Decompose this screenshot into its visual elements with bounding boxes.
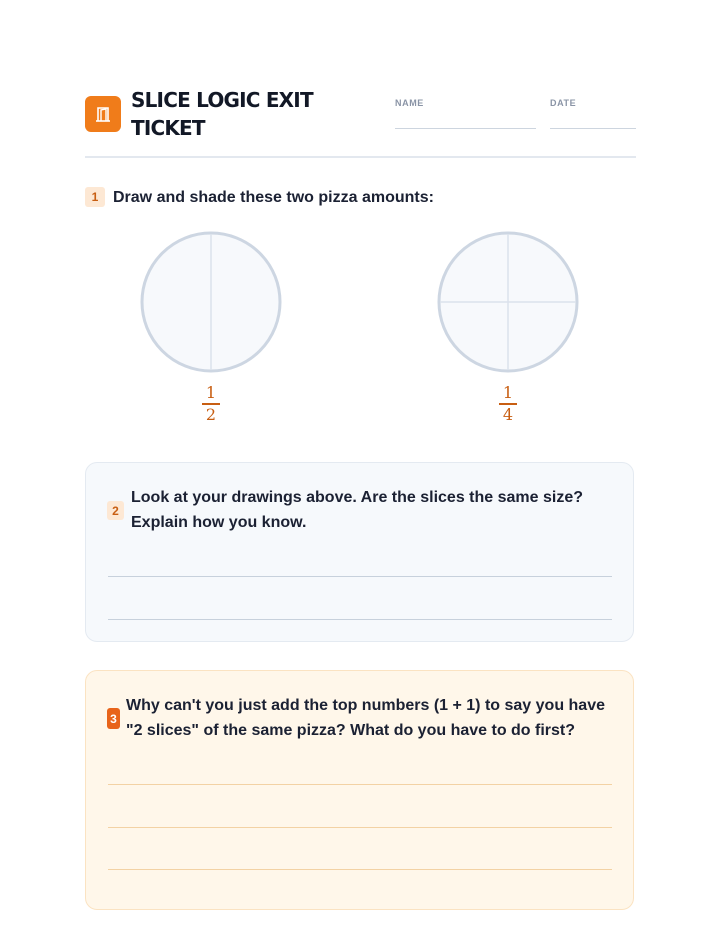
question-2-card: [85, 462, 634, 642]
door-icon: [85, 96, 121, 132]
question-1-text: Draw and shade these two pizza amounts:: [113, 189, 434, 206]
question-number-3: 3: [107, 708, 120, 729]
answer-line[interactable]: [108, 869, 612, 870]
name-field[interactable]: [395, 128, 536, 129]
numerator: 1: [502, 383, 514, 402]
numerator: 1: [205, 383, 217, 402]
name-label: NAME: [395, 98, 424, 108]
question-number-1: 1: [85, 187, 105, 207]
date-field[interactable]: [550, 128, 636, 129]
question-3-line-1: Why can't you just add the top numbers (1 + 1) to say you have: [126, 697, 605, 714]
question-3-line-2: "2 slices" of the same pizza? What do you have to do first?: [126, 722, 576, 739]
page-title: SLICE LOGIC EXIT TICKET: [131, 88, 313, 140]
answer-line[interactable]: [108, 827, 612, 828]
question-number-2: 2: [107, 501, 124, 520]
date-label: DATE: [550, 98, 577, 108]
fraction-one-half: [196, 384, 226, 424]
answer-line[interactable]: [108, 576, 612, 577]
header: [85, 86, 636, 158]
question-2-line-2: Explain how you know.: [131, 514, 307, 531]
denominator: 4: [502, 404, 514, 424]
pizza-halves[interactable]: [139, 230, 283, 374]
question-2-line-1: Look at your drawings above. Are the slices the same size?: [131, 489, 583, 506]
denominator: 2: [205, 404, 217, 424]
fraction-one-quarter: [493, 384, 523, 424]
answer-line[interactable]: [108, 784, 612, 785]
pizza-quarters[interactable]: [436, 230, 580, 374]
question-3-card: [85, 670, 634, 910]
answer-line[interactable]: [108, 619, 612, 620]
